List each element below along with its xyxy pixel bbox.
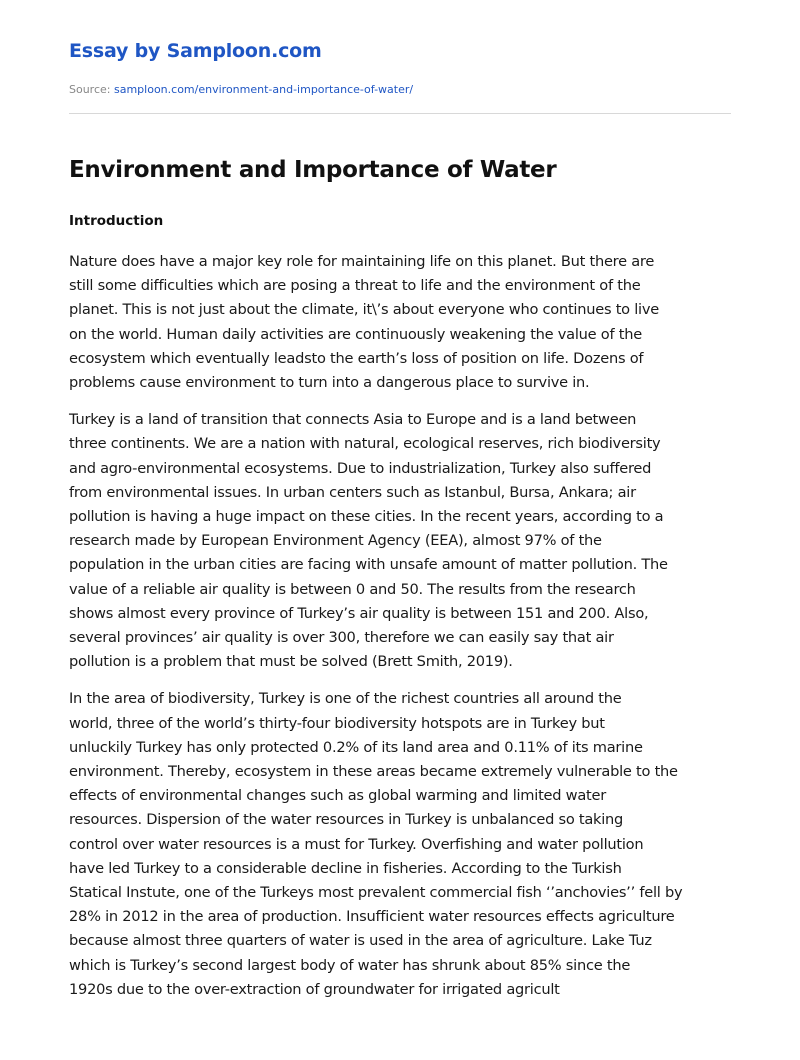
header-divider	[69, 113, 731, 114]
section-heading-introduction: Introduction	[69, 213, 164, 229]
source-line	[69, 83, 413, 96]
site-brand[interactable]: Essay by Samploon.com	[69, 40, 322, 62]
essay-body	[69, 250, 731, 1015]
essay-title: Environment and Importance of Water	[69, 157, 557, 183]
paragraph-1: Nature does have a major key role for maintaining life on this planet. But there are still some difficulties which are posing a threat to life and the environment of the planet. This is not just about the climate, it\’s about everyone who continues to live on the world. Human daily activities are continuously weakening the value of the ecosystem which eventually leadsto the earth’s loss of position on life. Dozens of problems cause environment to turn into a dangerous place to survive in.	[69, 253, 659, 392]
source-label: Source:	[69, 83, 111, 96]
paragraph-2: Turkey is a land of transition that connects Asia to Europe and is a land between three continents. We are a nation with natural, ecological reserves, rich biodiversity and agro-environmental ecosystems. Due to industrialization, Turkey also suffered from environmental issues. In urban centers such as Istanbul, Bursa, Ankara; air pollution is having a huge impact on these cities. In the recent years, according to a research made by European Environment Agency (EEA), almost 97% of the population in the urban cities are facing with unsafe amount of matter pollution. The value of a reliable air quality is between 0 and 50. The results from the research shows almost every province of Turkey’s air quality is between 151 and 200. Also, several provinces’ air quality is over 300, therefore we can easily say that air pollution is a problem that must be solved (Brett Smith, 2019).	[69, 411, 668, 671]
paragraph-3: In the area of biodiversity, Turkey is one of the richest countries all around the world, three of the world’s thirty-four biodiversity hotspots are in Turkey but unluckily Turkey has only protected 0.2% of its land area and 0.11% of its marine environment. Thereby, ecosystem in these areas became extremely vulnerable to the effects of environmental changes such as global warming and limited water resources. Dispersion of the water resources in Turkey is unbalanced so taking control over water resources is a must for Turkey. Overfishing and water pollution have led Turkey to a considerable decline in fisheries. According to the Turkish Statical Instute, one of the Turkeys most prevalent commercial fish ‘’anchovies’’ fell by 28% in 2012 in the area of production. Insufficient water resources effects agriculture because almost three quarters of water is used in the area of agriculture. Lake Tuz which is Turkey’s second largest body of water has shrunk about 85% since the 1920s due to the over-extraction of groundwater for irrigated agricult	[69, 690, 683, 998]
source-link[interactable]: samploon.com/environment-and-importance-of-water/	[114, 83, 414, 96]
